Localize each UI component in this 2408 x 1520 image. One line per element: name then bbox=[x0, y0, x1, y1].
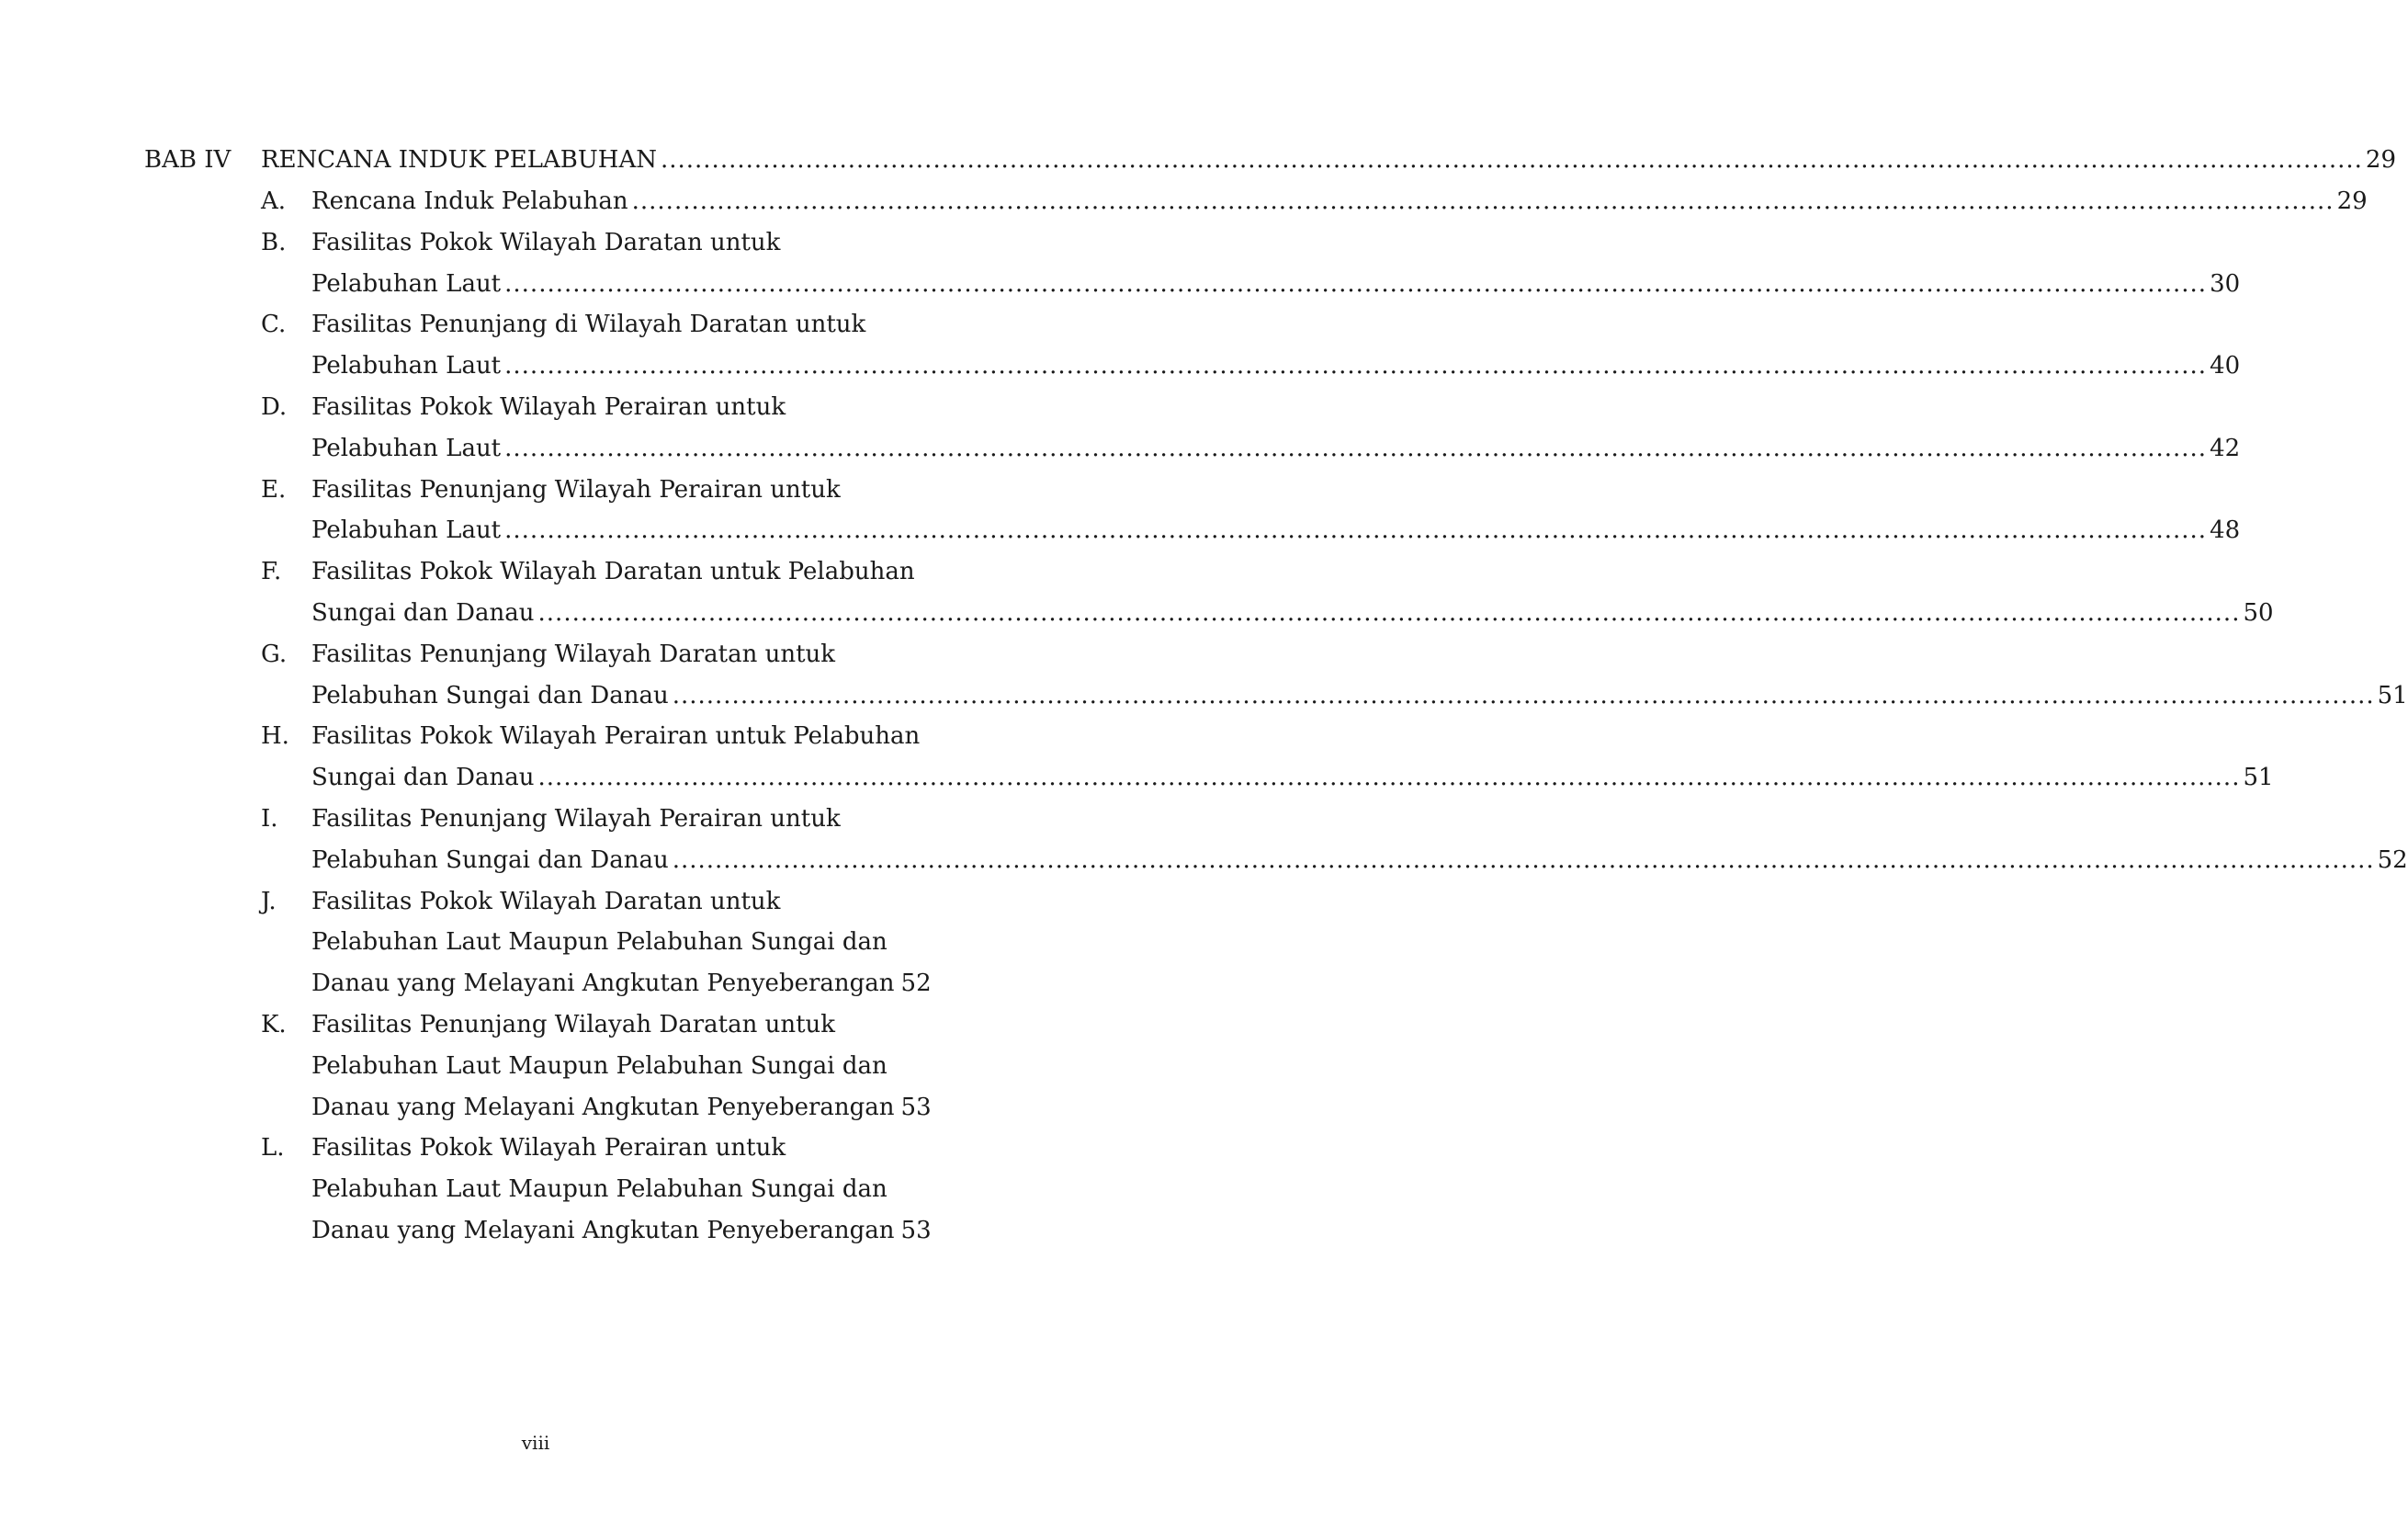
dot-leader: ........................................................................................................................................................................................................ bbox=[504, 434, 2208, 462]
chapter-number: BAB IV bbox=[144, 146, 232, 174]
toc-item-entry[interactable] bbox=[311, 183, 2368, 220]
toc-item-entry[interactable] bbox=[311, 1212, 932, 1249]
dot-leader: ........................................................................................................................................................................................................ bbox=[537, 599, 2241, 627]
toc-item-page-number: 42 bbox=[2210, 434, 2241, 462]
toc-item-entry[interactable] bbox=[311, 266, 2241, 302]
toc-item-page-number: 40 bbox=[2210, 352, 2241, 380]
toc-item-letter: L. bbox=[261, 1134, 285, 1163]
toc-item-letter: E. bbox=[261, 475, 287, 504]
toc-item-text-line[interactable]: Fasilitas Pokok Wilayah Daratan untuk bbox=[311, 228, 781, 256]
dot-leader: ........................................................................................................................................................................................................ bbox=[660, 146, 2363, 174]
dot-leader: ........................................................................................................................................................................................................ bbox=[504, 352, 2208, 380]
toc-item-title: Pelabuhan Laut bbox=[311, 352, 502, 380]
page-folio: viii bbox=[521, 1432, 550, 1454]
toc-item-page-number: 29 bbox=[2336, 187, 2368, 215]
toc-item-entry[interactable] bbox=[311, 759, 2274, 796]
toc-item-title: Danau yang Melayani Angkutan Penyeberangan bbox=[311, 1093, 895, 1121]
toc-item-text-line[interactable]: Fasilitas Penunjang Wilayah Perairan untuk bbox=[311, 475, 841, 504]
toc-item-entry[interactable] bbox=[311, 842, 2408, 879]
toc-item-text-line[interactable]: Fasilitas Pokok Wilayah Perairan untuk Pelabuhan bbox=[311, 722, 921, 751]
toc-item-text-line[interactable]: Fasilitas Pokok Wilayah Daratan untuk bbox=[311, 887, 781, 915]
toc-item-page-number: 53 bbox=[900, 1217, 932, 1244]
toc-item-text-line[interactable]: Fasilitas Pokok Wilayah Perairan untuk bbox=[311, 393, 786, 421]
toc-item-text-line[interactable]: Pelabuhan Laut Maupun Pelabuhan Sungai dan bbox=[311, 1175, 887, 1204]
toc-item-title: Pelabuhan Sungai dan Danau bbox=[311, 845, 669, 874]
toc-item-entry[interactable] bbox=[311, 677, 2408, 714]
toc-item-title: Danau yang Melayani Angkutan Penyeberangan bbox=[311, 970, 895, 998]
toc-item-letter: F. bbox=[261, 558, 282, 586]
toc-item-page-number: 48 bbox=[2210, 516, 2241, 545]
toc-item-entry[interactable] bbox=[311, 347, 2241, 384]
dot-leader: ........................................................................................................................................................................................................ bbox=[672, 845, 2375, 874]
dot-leader: ........................................................................................................................................................................................................ bbox=[504, 269, 2208, 298]
toc-item-entry[interactable] bbox=[311, 1089, 932, 1126]
toc-item-page-number: 30 bbox=[2210, 269, 2241, 298]
toc-item-letter: D. bbox=[261, 393, 288, 421]
toc-item-letter: K. bbox=[261, 1011, 287, 1038]
toc-item-entry[interactable] bbox=[311, 430, 2241, 467]
toc-item-page-number: 52 bbox=[2377, 845, 2408, 874]
toc-item-title: Danau yang Melayani Angkutan Penyeberangan bbox=[311, 1217, 895, 1244]
toc-item-entry[interactable] bbox=[311, 512, 2241, 549]
toc-item-letter: J. bbox=[261, 887, 277, 915]
toc-item-text-line[interactable]: Fasilitas Pokok Wilayah Perairan untuk bbox=[311, 1134, 786, 1163]
toc-item-page-number: 51 bbox=[2243, 764, 2274, 792]
toc-item-title: Pelabuhan Laut bbox=[311, 516, 502, 545]
toc-item-page-number: 53 bbox=[900, 1093, 932, 1121]
toc-item-letter: G. bbox=[261, 640, 288, 668]
toc-item-entry[interactable] bbox=[311, 595, 2274, 631]
toc-item-text-line[interactable]: Fasilitas Penunjang Wilayah Perairan untuk bbox=[311, 805, 841, 833]
dot-leader: ........................................................................................................................................................................................................ bbox=[504, 516, 2208, 545]
toc-item-title: Sungai dan Danau bbox=[311, 599, 535, 627]
toc-item-entry[interactable] bbox=[311, 965, 932, 1002]
chapter-title: RENCANA INDUK PELABUHAN bbox=[261, 146, 657, 174]
toc-item-page-number: 51 bbox=[2377, 681, 2408, 709]
toc-item-text-line[interactable]: Pelabuhan Laut Maupun Pelabuhan Sungai dan bbox=[311, 1051, 887, 1080]
dot-leader: ........................................................................................................................................................................................................ bbox=[672, 681, 2375, 709]
toc-item-letter: I. bbox=[261, 805, 278, 833]
toc-item-text-line[interactable]: Fasilitas Penunjang Wilayah Daratan untuk bbox=[311, 1011, 836, 1038]
toc-item-letter: C. bbox=[261, 311, 287, 339]
chapter-entry[interactable] bbox=[261, 142, 2396, 178]
toc-item-letter: H. bbox=[261, 722, 289, 751]
toc-item-title: Pelabuhan Laut bbox=[311, 269, 502, 298]
toc-item-letter: B. bbox=[261, 228, 287, 256]
dot-leader: ........................................................................................................................................................................................................ bbox=[631, 187, 2335, 215]
toc-item-text-line[interactable]: Pelabuhan Laut Maupun Pelabuhan Sungai dan bbox=[311, 928, 887, 957]
dot-leader: ........................................................................................................................................................................................................ bbox=[537, 764, 2241, 792]
toc-item-title: Sungai dan Danau bbox=[311, 764, 535, 792]
toc-item-page-number: 52 bbox=[900, 970, 932, 998]
toc-item-page-number: 50 bbox=[2243, 599, 2274, 627]
toc-item-letter: A. bbox=[261, 187, 287, 215]
toc-item-text-line[interactable]: Fasilitas Pokok Wilayah Daratan untuk Pelabuhan bbox=[311, 558, 915, 586]
toc-item-text-line[interactable]: Fasilitas Penunjang Wilayah Daratan untuk bbox=[311, 640, 836, 668]
toc-item-text-line[interactable]: Fasilitas Penunjang di Wilayah Daratan untuk bbox=[311, 311, 866, 339]
toc-item-title: Pelabuhan Laut bbox=[311, 434, 502, 462]
toc-item-title: Pelabuhan Sungai dan Danau bbox=[311, 681, 669, 709]
toc-item-title: Rencana Induk Pelabuhan bbox=[311, 187, 628, 215]
chapter-page-number: 29 bbox=[2365, 146, 2396, 174]
